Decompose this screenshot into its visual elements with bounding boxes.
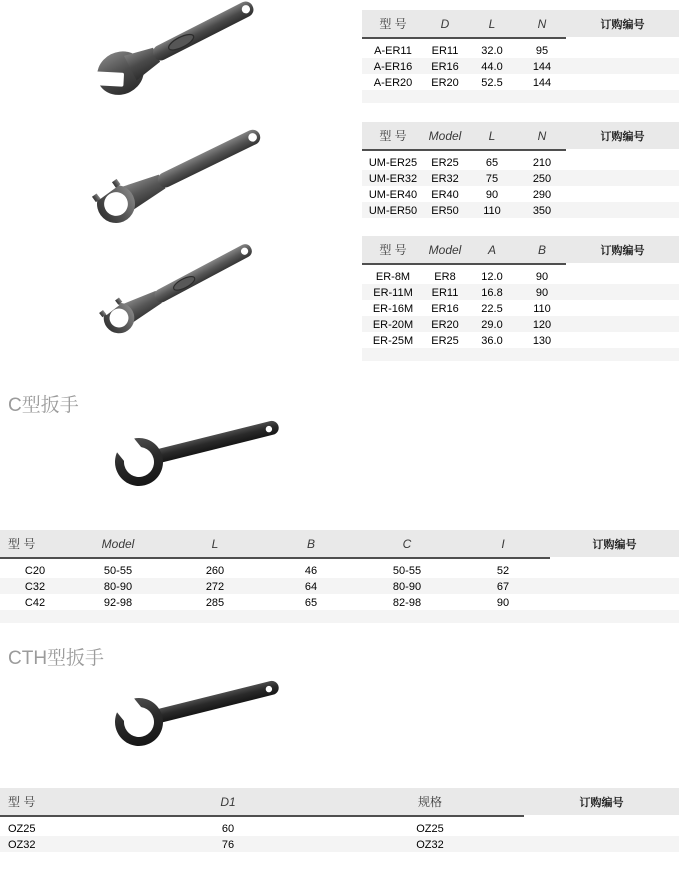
table-cell: 64 xyxy=(264,578,358,594)
column-header: B xyxy=(518,236,566,265)
table-row xyxy=(362,265,679,284)
table-row xyxy=(0,817,679,836)
table-cell: ER11 xyxy=(424,39,466,58)
table-cell: ER16 xyxy=(424,300,466,316)
table-cell: 29.0 xyxy=(466,316,518,332)
table-cell: 36.0 xyxy=(466,332,518,348)
table-cell: 285 xyxy=(166,594,264,610)
column-header: N xyxy=(518,10,566,39)
table-cell: 90 xyxy=(456,594,550,610)
table-row xyxy=(0,836,679,852)
cth-type-section-title: CTH型扳手 xyxy=(8,648,105,669)
table-cell: 110 xyxy=(518,300,566,316)
table-cell: 110 xyxy=(466,202,518,218)
column-header: L xyxy=(466,10,518,39)
table-cell: ER-20M xyxy=(362,316,424,332)
column-header: 订购编号 xyxy=(566,10,679,39)
table-cell: ER-8M xyxy=(362,265,424,284)
table-cell: ER25 xyxy=(424,332,466,348)
table-cell: 52.5 xyxy=(466,74,518,90)
column-header: L xyxy=(166,530,264,559)
column-header: D1 xyxy=(120,788,336,817)
table-header-row xyxy=(0,530,679,559)
table-cell: 90 xyxy=(518,284,566,300)
table-cell xyxy=(566,170,679,186)
table-cell: ER-16M xyxy=(362,300,424,316)
table-cell: OZ32 xyxy=(336,836,524,852)
table-cell: 80-90 xyxy=(70,578,166,594)
table-cell xyxy=(566,58,679,74)
open-end-wrench-graphic xyxy=(85,5,255,105)
table-cell: 67 xyxy=(456,578,550,594)
column-header: Model xyxy=(424,122,466,151)
table-cell: ER-11M xyxy=(362,284,424,300)
table-row xyxy=(362,151,679,170)
table-footer-strip xyxy=(362,348,679,361)
c-type-spec-table xyxy=(0,530,679,623)
column-header: 订购编号 xyxy=(524,788,679,817)
cth-hook-wrench-photo xyxy=(105,682,285,752)
table-cell xyxy=(566,74,679,90)
table-cell: ER8 xyxy=(424,265,466,284)
table-cell: C20 xyxy=(0,559,70,578)
column-header: 型 号 xyxy=(362,122,424,151)
table-cell: 44.0 xyxy=(466,58,518,74)
table-footer-strip xyxy=(0,610,679,623)
table-cell: ER20 xyxy=(424,316,466,332)
table-cell: UM-ER50 xyxy=(362,202,424,218)
table-row xyxy=(0,559,679,578)
table-cell: 76 xyxy=(120,836,336,852)
c-type-section-title: C型扳手 xyxy=(8,395,79,416)
column-header: 型 号 xyxy=(0,788,120,817)
table-cell: 80-90 xyxy=(358,578,456,594)
table-cell: UM-ER25 xyxy=(362,151,424,170)
table-cell xyxy=(566,284,679,300)
table-cell: 75 xyxy=(466,170,518,186)
table-row xyxy=(362,170,679,186)
column-header: 订购编号 xyxy=(550,530,679,559)
table-cell: 92-98 xyxy=(70,594,166,610)
c-hook-wrench-photo xyxy=(105,420,285,495)
table-cell: 65 xyxy=(264,594,358,610)
table-cell: ER-25M xyxy=(362,332,424,348)
table-cell xyxy=(550,578,679,594)
table-cell xyxy=(566,316,679,332)
table-cell: 95 xyxy=(518,39,566,58)
cth-type-spec-table xyxy=(0,788,679,852)
um-claw-wrench-graphic xyxy=(90,128,255,223)
column-header: 型 号 xyxy=(0,530,70,559)
table-row xyxy=(362,300,679,316)
column-header: L xyxy=(466,122,518,151)
table-cell xyxy=(566,332,679,348)
table-cell: 90 xyxy=(518,265,566,284)
table-row xyxy=(362,39,679,58)
table-header-row xyxy=(362,122,679,151)
table-row xyxy=(362,58,679,74)
table-cell xyxy=(566,202,679,218)
table-row xyxy=(362,332,679,348)
column-header: I xyxy=(456,530,550,559)
um-type-spec-table xyxy=(362,122,679,218)
table-row xyxy=(362,202,679,218)
table-cell: 350 xyxy=(518,202,566,218)
table-footer-strip-cell xyxy=(362,348,679,361)
table-footer-strip-cell xyxy=(362,90,679,103)
column-header: 规格 xyxy=(336,788,524,817)
table-cell xyxy=(550,559,679,578)
table-cell xyxy=(566,39,679,58)
table-cell: 12.0 xyxy=(466,265,518,284)
table-cell: 52 xyxy=(456,559,550,578)
column-header: 型 号 xyxy=(362,10,424,39)
table-cell: ER32 xyxy=(424,170,466,186)
c-hook-wrench-graphic xyxy=(105,420,285,495)
table-header-row xyxy=(362,236,679,265)
um-claw-wrench-photo xyxy=(90,128,255,223)
table-cell: ER40 xyxy=(424,186,466,202)
table-cell: ER16 xyxy=(424,58,466,74)
table-cell: 50-55 xyxy=(70,559,166,578)
table-cell: C32 xyxy=(0,578,70,594)
column-header: N xyxy=(518,122,566,151)
table-row xyxy=(362,74,679,90)
table-cell: OZ25 xyxy=(336,817,524,836)
column-header: Model xyxy=(70,530,166,559)
table-row xyxy=(0,594,679,610)
table-cell xyxy=(566,265,679,284)
table-cell: 22.5 xyxy=(466,300,518,316)
table-cell: UM-ER32 xyxy=(362,170,424,186)
cth-hook-wrench-graphic xyxy=(105,682,285,752)
table-cell: 65 xyxy=(466,151,518,170)
table-cell: ER50 xyxy=(424,202,466,218)
table-cell: 130 xyxy=(518,332,566,348)
table-cell: 290 xyxy=(518,186,566,202)
table-cell xyxy=(550,594,679,610)
table-cell: A-ER20 xyxy=(362,74,424,90)
table-header-row xyxy=(362,10,679,39)
table-cell: ER11 xyxy=(424,284,466,300)
column-header: C xyxy=(358,530,456,559)
table-cell xyxy=(566,300,679,316)
table-cell: 250 xyxy=(518,170,566,186)
table-cell: 272 xyxy=(166,578,264,594)
table-cell xyxy=(524,836,679,852)
table-cell: 32.0 xyxy=(466,39,518,58)
column-header: D xyxy=(424,10,466,39)
er-m-type-spec-table xyxy=(362,236,679,361)
table-cell: OZ25 xyxy=(0,817,120,836)
column-header: B xyxy=(264,530,358,559)
table-row xyxy=(362,186,679,202)
table-footer-strip xyxy=(362,90,679,103)
er-mini-claw-wrench-photo xyxy=(95,238,255,338)
column-header: Model xyxy=(424,236,466,265)
column-header: A xyxy=(466,236,518,265)
table-cell: OZ32 xyxy=(0,836,120,852)
table-row xyxy=(362,284,679,300)
table-cell: 50-55 xyxy=(358,559,456,578)
column-header: 订购编号 xyxy=(566,236,679,265)
table-cell: 82-98 xyxy=(358,594,456,610)
table-cell: 60 xyxy=(120,817,336,836)
column-header: 订购编号 xyxy=(566,122,679,151)
table-cell: 90 xyxy=(466,186,518,202)
table-cell xyxy=(566,151,679,170)
table-cell: 46 xyxy=(264,559,358,578)
table-cell xyxy=(566,186,679,202)
table-cell: 144 xyxy=(518,58,566,74)
table-cell: 260 xyxy=(166,559,264,578)
table-cell: A-ER11 xyxy=(362,39,424,58)
table-cell: 210 xyxy=(518,151,566,170)
open-end-wrench-photo xyxy=(85,5,255,105)
table-cell xyxy=(524,817,679,836)
table-footer-strip-cell xyxy=(0,610,679,623)
table-cell: ER25 xyxy=(424,151,466,170)
table-row xyxy=(0,578,679,594)
a-type-spec-table xyxy=(362,10,679,103)
table-cell: 120 xyxy=(518,316,566,332)
column-header: 型 号 xyxy=(362,236,424,265)
table-cell: UM-ER40 xyxy=(362,186,424,202)
table-cell: 144 xyxy=(518,74,566,90)
table-cell: C42 xyxy=(0,594,70,610)
table-row xyxy=(362,316,679,332)
table-header-row xyxy=(0,788,679,817)
table-cell: A-ER16 xyxy=(362,58,424,74)
er-mini-claw-wrench-graphic xyxy=(95,238,255,338)
table-cell: ER20 xyxy=(424,74,466,90)
table-cell: 16.8 xyxy=(466,284,518,300)
